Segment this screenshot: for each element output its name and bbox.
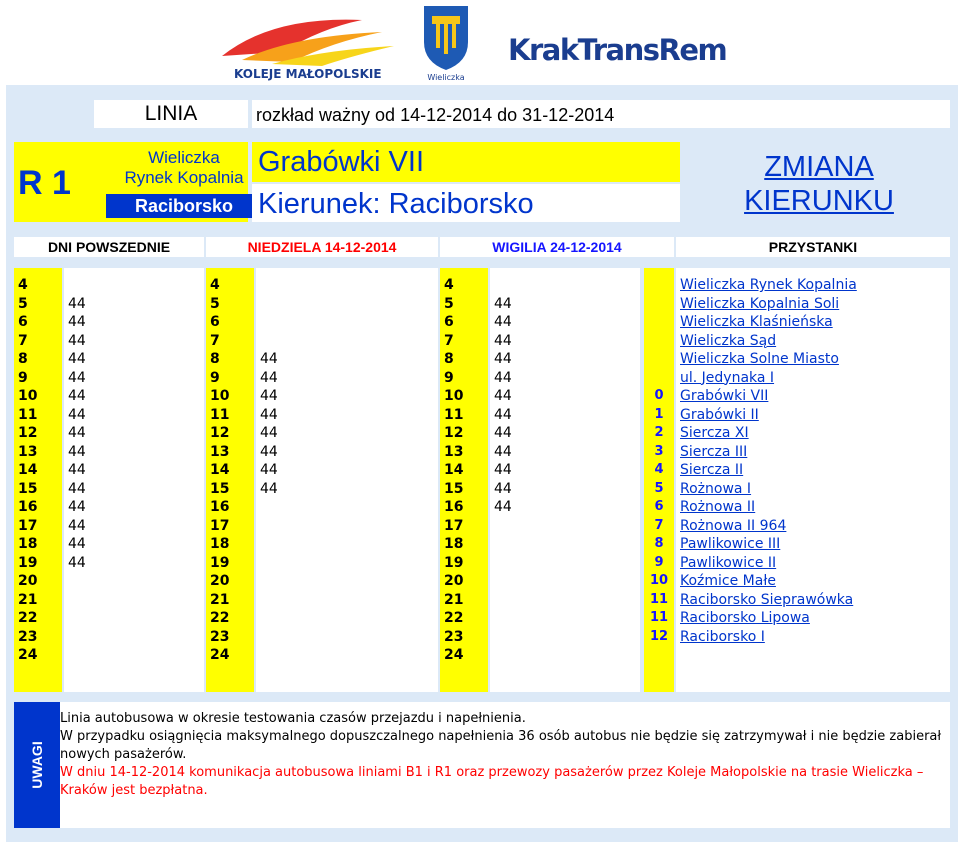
hour-cell: 18 [444, 536, 464, 552]
hour-cell: 6 [444, 314, 454, 330]
minute-cell: 44 [494, 314, 512, 330]
stop-link[interactable]: Rożnowa II [680, 499, 756, 515]
notes-box [14, 702, 950, 828]
hour-cell: 13 [444, 443, 464, 460]
hour-cell: 4 [18, 277, 28, 293]
minute-cell [490, 628, 494, 647]
wieliczka-crest-logo [418, 2, 474, 82]
hour-cell: 22 [210, 610, 230, 626]
hour-cell: 21 [18, 591, 38, 608]
weekday-hours-column [14, 268, 62, 692]
hour-cell: 7 [444, 332, 454, 349]
weekday-minutes-column [64, 268, 204, 692]
header-sunday: NIEDZIELA 14-12-2014 [206, 237, 438, 257]
stop-link[interactable]: Raciborsko Sieprawówka [680, 591, 854, 608]
hour-cell: 23 [444, 628, 464, 645]
minute-cell [64, 646, 68, 665]
stop-travel-time: 2 [654, 425, 664, 440]
hour-cell: 21 [210, 591, 230, 608]
hour-cell: 22 [18, 610, 38, 626]
hour-cell: 20 [18, 573, 38, 589]
stop-travel-time: 4 [654, 462, 664, 477]
hour-cell: 4 [210, 277, 220, 293]
hour-cell: 13 [18, 443, 38, 460]
svg-text:KrakTransRem: KrakTransRem [508, 33, 727, 67]
stop-travel-time: 5 [654, 480, 664, 496]
stop-link[interactable]: ul. Jedynaka I [680, 369, 775, 386]
minute-cell: 44 [260, 369, 278, 386]
minute-cell [256, 591, 260, 610]
stop-link[interactable]: Wieliczka Solne Miasto [680, 351, 839, 367]
minute-cell [64, 628, 68, 647]
stop-link[interactable]: Raciborsko Lipowa [680, 610, 810, 626]
hour-cell: 5 [210, 295, 220, 312]
hour-cell: 8 [18, 351, 28, 367]
route-number: R 1 [18, 164, 71, 202]
wigilia-hours-column [440, 268, 488, 692]
stop-link[interactable]: Grabówki VII [680, 388, 769, 404]
hour-cell: 19 [444, 554, 464, 571]
hour-cell: 18 [210, 536, 230, 552]
hour-cell: 5 [444, 295, 454, 312]
hour-cell: 19 [18, 554, 38, 571]
note-line-2: W przypadku osiągnięcia maksymalnego dopuszczalnego napełnienia 36 osób autobus nie będzie się zatrzymywał i nie będzie zabierał nowych pasażerów. [60, 729, 942, 762]
hour-cell: 9 [444, 369, 454, 386]
minute-cell [490, 591, 494, 610]
hour-cell: 23 [18, 628, 38, 645]
hour-cell: 12 [18, 425, 38, 441]
koleje-malopolskie-logo [212, 6, 402, 82]
minute-cell: 44 [68, 314, 86, 330]
minute-cell [256, 535, 260, 554]
hour-cell: 20 [444, 573, 464, 589]
minute-cell: 44 [494, 388, 512, 404]
minute-cell [256, 498, 260, 517]
hour-cell: 24 [210, 647, 230, 663]
notes-label: UWAGI [29, 741, 45, 789]
minute-cell [490, 517, 494, 536]
hour-cell: 22 [444, 610, 464, 626]
minute-cell: 44 [68, 443, 86, 460]
stop-travel-time [644, 313, 674, 332]
hour-cell: 12 [444, 425, 464, 441]
minute-cell [490, 276, 494, 295]
stop-link[interactable]: Wieliczka Kopalnia Soli [680, 295, 840, 312]
minute-cell: 44 [68, 480, 86, 497]
hour-cell: 7 [18, 332, 28, 349]
current-stop-title: Grabówki VII [252, 142, 680, 182]
route-origin-line1: Wieliczka [148, 148, 220, 167]
minute-cell: 44 [260, 480, 278, 497]
wigilia-minutes-column [490, 268, 640, 692]
minute-cell: 44 [494, 295, 512, 312]
stop-link[interactable]: Grabówki II [680, 406, 759, 423]
minute-cell: 44 [494, 332, 512, 349]
stop-link[interactable]: Pawlikowice III [680, 536, 781, 552]
stop-link[interactable]: Siercza III [680, 443, 748, 460]
minute-cell [256, 609, 260, 628]
hour-cell: 18 [18, 536, 38, 552]
minute-cell: 44 [68, 462, 86, 478]
route-origin [106, 148, 262, 188]
stop-travel-time [644, 369, 674, 388]
stop-travel-time: 1 [654, 406, 664, 422]
minute-cell: 44 [260, 388, 278, 404]
hour-cell: 24 [18, 647, 38, 663]
hour-cell: 16 [444, 499, 464, 515]
note-line-1: Linia autobusowa w okresie testowania czasów przejazdu i napełnienia. [60, 711, 526, 726]
minute-cell: 44 [68, 351, 86, 367]
hour-cell: 17 [444, 517, 464, 534]
stop-travel-time [644, 276, 674, 295]
linia-label: LINIA [94, 100, 248, 128]
hour-cell: 17 [210, 517, 230, 534]
svg-text:KOLEJE MAŁOPOLSKIE: KOLEJE MAŁOPOLSKIE [234, 67, 382, 81]
hour-cell: 15 [18, 480, 38, 497]
svg-text:Wieliczka: Wieliczka [427, 73, 465, 82]
route-box [14, 142, 248, 222]
direction-label: Kierunek: Raciborsko [252, 184, 680, 222]
sunday-hours-column [206, 268, 254, 692]
stop-link[interactable]: Siercza XI [680, 425, 749, 441]
minute-cell: 44 [494, 480, 512, 497]
hour-cell: 15 [210, 480, 230, 497]
hour-cell: 10 [210, 388, 230, 404]
hour-cell: 5 [18, 295, 28, 312]
minute-cell [490, 554, 494, 573]
hour-cell: 23 [210, 628, 230, 645]
kraktransrem-logo [506, 26, 727, 70]
minute-cell: 44 [260, 351, 278, 367]
stop-travel-time: 6 [654, 499, 664, 514]
minute-cell: 44 [494, 369, 512, 386]
minute-cell [256, 517, 260, 536]
minute-cell: 44 [68, 499, 86, 515]
note-line-3: W dniu 14-12-2014 komunikacja autobusowa liniami B1 i R1 oraz przewozy pasażerów przez Koleje Małopolskie na trasie Wieliczka – Kraków jest bezpłatna. [60, 765, 924, 798]
minute-cell: 44 [494, 499, 512, 515]
stop-travel-time: 10 [649, 573, 669, 588]
hour-cell: 6 [18, 314, 28, 330]
stop-travel-time [644, 350, 674, 369]
stop-link[interactable]: Raciborsko I [680, 628, 765, 645]
minute-cell: 44 [68, 332, 86, 349]
notes-label-box [14, 702, 60, 828]
hour-cell: 14 [444, 462, 464, 478]
minute-cell: 44 [68, 295, 86, 312]
minute-cell [256, 628, 260, 647]
minute-cell: 44 [494, 443, 512, 460]
change-direction-link[interactable] [688, 142, 950, 222]
minute-cell [64, 572, 68, 591]
route-destination: Raciborsko [106, 194, 262, 218]
minute-cell: 44 [494, 425, 512, 441]
hour-cell: 8 [210, 351, 220, 367]
hour-cell: 6 [210, 314, 220, 330]
stop-travel-time: 8 [654, 536, 664, 551]
stop-link[interactable]: Pawlikowice II [680, 554, 777, 571]
stop-travel-time: 9 [654, 554, 664, 570]
stop-link[interactable]: Wieliczka Rynek Kopalnia [680, 277, 857, 293]
header-weekdays: DNI POWSZEDNIE [14, 237, 204, 257]
minute-cell [256, 554, 260, 573]
stop-link[interactable]: Koźmice Małe [680, 573, 776, 589]
minute-cell [256, 276, 260, 295]
hour-cell: 14 [210, 462, 230, 478]
hour-cell: 16 [210, 499, 230, 515]
stop-travel-time: 3 [654, 443, 664, 459]
minute-cell: 44 [68, 554, 86, 571]
hour-cell: 8 [444, 351, 454, 367]
minute-cell: 44 [260, 443, 278, 460]
hour-cell: 11 [18, 406, 38, 423]
hour-cell: 10 [18, 388, 38, 404]
notes-content [60, 710, 948, 800]
hour-cell: 9 [18, 369, 28, 386]
minute-cell: 44 [68, 388, 86, 404]
hour-cell: 17 [18, 517, 38, 534]
minute-cell: 44 [260, 425, 278, 441]
minute-cell: 44 [260, 406, 278, 423]
stop-travel-time [644, 295, 674, 314]
minute-cell [490, 535, 494, 554]
change-direction-line2: KIERUNKU [744, 185, 894, 217]
minute-cell [256, 332, 260, 351]
minute-cell [64, 276, 68, 295]
hour-cell: 16 [18, 499, 38, 515]
stop-travel-time: 12 [649, 628, 669, 644]
stop-travel-time: 11 [649, 591, 669, 607]
hour-cell: 11 [444, 406, 464, 423]
stop-link[interactable]: Rożnowa I [680, 480, 752, 497]
minute-cell [64, 591, 68, 610]
hour-cell: 21 [444, 591, 464, 608]
minute-cell [490, 646, 494, 665]
hour-cell: 7 [210, 332, 220, 349]
hour-cell: 20 [210, 573, 230, 589]
minute-cell [64, 609, 68, 628]
minute-cell: 44 [494, 462, 512, 478]
hour-cell: 10 [444, 388, 464, 404]
stop-link[interactable]: Wieliczka Sąd [680, 332, 777, 349]
minute-cell: 44 [68, 425, 86, 441]
route-origin-line2: Rynek Kopalnia [124, 168, 244, 187]
minute-cell: 44 [260, 462, 278, 478]
stop-link[interactable]: Rożnowa II 964 [680, 517, 787, 534]
stop-link[interactable]: Siercza II [680, 462, 744, 478]
header-stops: PRZYSTANKI [676, 237, 950, 257]
minute-cell [490, 609, 494, 628]
hour-cell: 15 [444, 480, 464, 497]
hour-cell: 24 [444, 647, 464, 663]
minute-cell [490, 572, 494, 591]
hour-cell: 13 [210, 443, 230, 460]
stop-times-column [644, 268, 674, 692]
stop-travel-time: 11 [649, 610, 669, 625]
minute-cell [256, 295, 260, 314]
minute-cell [256, 572, 260, 591]
minute-cell [256, 313, 260, 332]
change-direction-line1: ZMIANA [764, 151, 874, 183]
sunday-minutes-column [256, 268, 438, 692]
minute-cell: 44 [68, 406, 86, 423]
hour-cell: 4 [444, 277, 454, 293]
hour-cell: 12 [210, 425, 230, 441]
header-wigilia: WIGILIA 24-12-2014 [440, 237, 674, 257]
minute-cell: 44 [68, 369, 86, 386]
minute-cell: 44 [68, 517, 86, 534]
hour-cell: 14 [18, 462, 38, 478]
stop-travel-time: 7 [654, 517, 664, 533]
minute-cell: 44 [494, 406, 512, 423]
stop-link[interactable]: Wieliczka Klaśnieńska [680, 314, 833, 330]
hour-cell: 11 [210, 406, 230, 423]
stops-list [676, 268, 950, 692]
minute-cell: 44 [68, 536, 86, 552]
hour-cell: 9 [210, 369, 220, 386]
stop-travel-time: 0 [654, 388, 664, 403]
logo-bar [0, 0, 960, 84]
minute-cell: 44 [494, 351, 512, 367]
validity-text: rozkład ważny od 14-12-2014 do 31-12-2014 [252, 100, 950, 128]
stop-travel-time [644, 332, 674, 351]
minute-cell [256, 646, 260, 665]
hour-cell: 19 [210, 554, 230, 571]
